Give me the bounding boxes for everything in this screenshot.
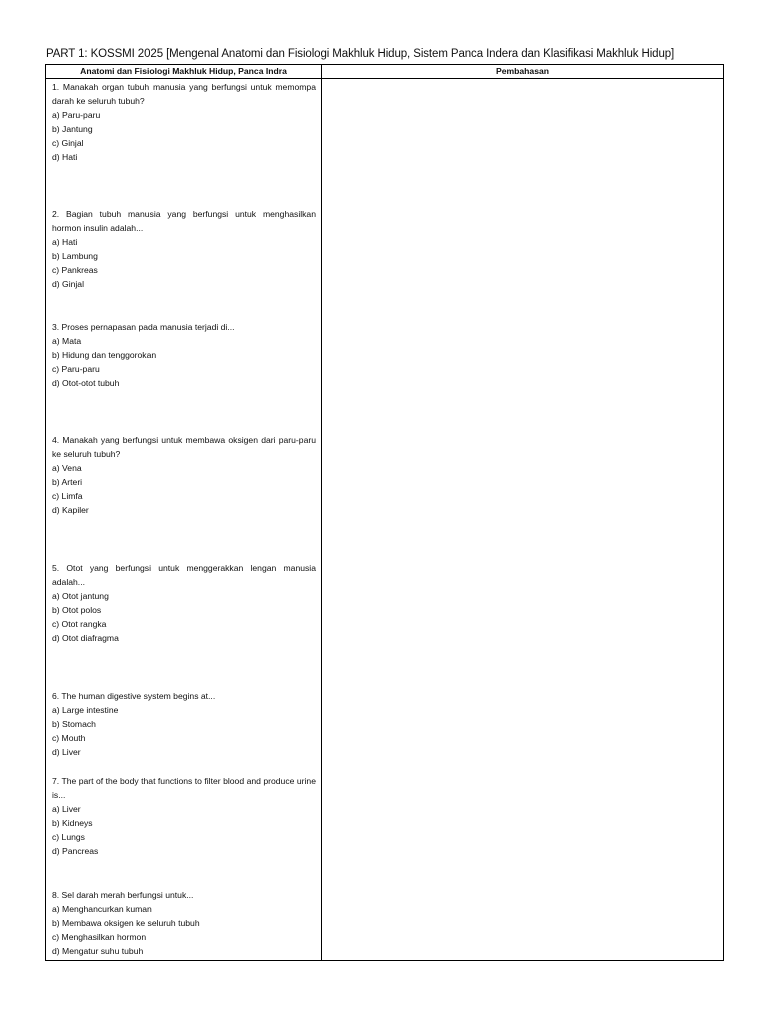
- option-a: a) Mata: [52, 336, 82, 346]
- option-b: b) Stomach: [52, 719, 96, 729]
- question-text: 3. Proses pernapasan pada manusia terjadi di...: [52, 322, 235, 332]
- question-3: [52, 320, 316, 390]
- option-c: c) Lungs: [52, 832, 85, 842]
- option-a: a) Hati: [52, 237, 78, 247]
- question-text: 8. Sel darah merah berfungsi untuk...: [52, 890, 194, 900]
- question-1: [52, 80, 316, 164]
- question-5: [52, 561, 316, 645]
- option-b: b) Membawa oksigen ke seluruh tubuh: [52, 918, 200, 928]
- question-7: [52, 774, 316, 858]
- question-8: [52, 888, 316, 958]
- option-c: c) Limfa: [52, 491, 83, 501]
- option-a: a) Vena: [52, 463, 82, 473]
- question-text: 1. Manakah organ tubuh manusia yang berfungsi untuk memompa darah ke seluruh tubuh?: [52, 82, 316, 106]
- option-c: c) Menghasilkan hormon: [52, 932, 147, 942]
- page-title: PART 1: KOSSMI 2025 [Mengenal Anatomi dan Fisiologi Makhluk Hidup, Sistem Panca Indera dan Klasifikasi Makhluk Hidup]: [46, 48, 675, 60]
- question-text: 7. The part of the body that functions to filter blood and produce urine is...: [52, 776, 316, 800]
- question-table: [45, 64, 724, 961]
- option-d: d) Pancreas: [52, 846, 99, 856]
- question-4: [52, 433, 316, 517]
- question-6: [52, 689, 316, 759]
- option-c: c) Pankreas: [52, 265, 98, 275]
- option-d: d) Kapiler: [52, 505, 89, 515]
- option-a: a) Otot jantung: [52, 591, 109, 601]
- option-d: d) Mengatur suhu tubuh: [52, 946, 144, 956]
- option-b: b) Hidung dan tenggorokan: [52, 350, 157, 360]
- table-header-row: [46, 65, 723, 79]
- option-d: d) Ginjal: [52, 279, 84, 289]
- discussion-column: [322, 79, 723, 960]
- option-b: b) Arteri: [52, 477, 83, 487]
- question-text: 5. Otot yang berfungsi untuk menggerakkan lengan manusia adalah...: [52, 563, 316, 587]
- option-c: c) Mouth: [52, 733, 86, 743]
- header-topic: Anatomi dan Fisiologi Makhluk Hidup, Panca Indra: [80, 66, 287, 76]
- option-b: b) Lambung: [52, 251, 98, 261]
- option-c: c) Otot rangka: [52, 619, 107, 629]
- option-a: a) Liver: [52, 804, 81, 814]
- option-a: a) Menghancurkan kuman: [52, 904, 152, 914]
- option-c: c) Paru-paru: [52, 364, 100, 374]
- option-a: a) Paru-paru: [52, 110, 101, 120]
- option-b: b) Otot polos: [52, 605, 102, 615]
- question-2: [52, 207, 316, 291]
- option-d: d) Otot diafragma: [52, 633, 119, 643]
- question-text: 2. Bagian tubuh manusia yang berfungsi untuk menghasilkan hormon insulin adalah...: [52, 209, 316, 233]
- option-c: c) Ginjal: [52, 138, 84, 148]
- option-b: b) Kidneys: [52, 818, 93, 828]
- option-b: b) Jantung: [52, 124, 93, 134]
- option-d: d) Otot-otot tubuh: [52, 378, 120, 388]
- option-d: d) Hati: [52, 152, 78, 162]
- option-d: d) Liver: [52, 747, 81, 757]
- question-text: 6. The human digestive system begins at...: [52, 691, 216, 701]
- question-text: 4. Manakah yang berfungsi untuk membawa oksigen dari paru-paru ke seluruh tubuh?: [52, 435, 316, 459]
- option-a: a) Large intestine: [52, 705, 119, 715]
- header-discussion: Pembahasan: [495, 66, 550, 76]
